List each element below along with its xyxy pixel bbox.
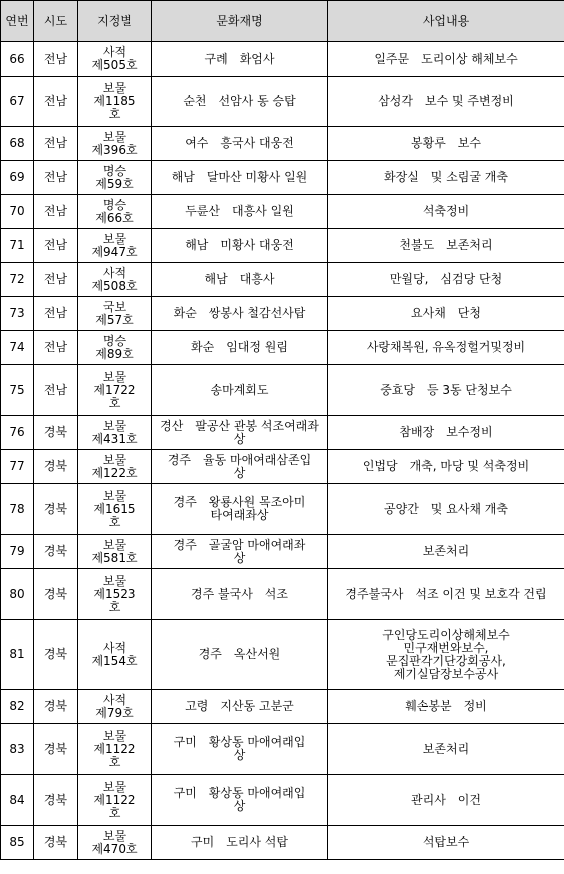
row-sido: 경북 (34, 724, 78, 775)
row-designation: 보물 제396호 (78, 127, 152, 161)
row-number: 83 (1, 724, 34, 775)
table-row (1, 775, 564, 826)
row-project-content: 일주문 도리이상 해체보수 (328, 42, 564, 77)
row-designation: 보물 제470호 (78, 826, 152, 860)
header-designation: 지정별 (78, 1, 152, 42)
row-project-content: 석축정비 (328, 195, 564, 229)
row-sido: 전남 (34, 365, 78, 416)
row-sido: 경북 (34, 569, 78, 620)
row-designation: 사적 제508호 (78, 263, 152, 297)
table-row (1, 620, 564, 690)
row-sido: 전남 (34, 331, 78, 365)
row-heritage-name: 구미 황상동 마애여래입 상 (152, 775, 328, 826)
row-number: 71 (1, 229, 34, 263)
row-heritage-name: 구미 황상동 마애여래입 상 (152, 724, 328, 775)
row-sido: 경북 (34, 416, 78, 450)
header-project-content: 사업내용 (328, 1, 564, 42)
row-heritage-name: 경주 왕룡사원 목조아미 타여래좌상 (152, 484, 328, 535)
table-row (1, 416, 564, 450)
row-designation: 보물 제1122 호 (78, 775, 152, 826)
table-row (1, 297, 564, 331)
row-project-content: 삼성각 보수 및 주변정비 (328, 77, 564, 127)
row-project-content: 보존처리 (328, 724, 564, 775)
table-row (1, 161, 564, 195)
row-sido: 경북 (34, 484, 78, 535)
row-project-content: 관리사 이건 (328, 775, 564, 826)
row-designation: 보물 제1615 호 (78, 484, 152, 535)
row-designation: 보물 제947호 (78, 229, 152, 263)
row-heritage-name: 구미 도리사 석탑 (152, 826, 328, 860)
row-project-content: 구인당도리이상해체보수 민구재번와보수, 문집판각기단강회공사, 제기실담장보수공사 (328, 620, 564, 690)
row-project-content: 공양간 및 요사채 개축 (328, 484, 564, 535)
header-heritage-name: 문화재명 (152, 1, 328, 42)
row-heritage-name: 순천 선암사 동 승탑 (152, 77, 328, 127)
table-row (1, 826, 564, 860)
table-body (1, 42, 564, 860)
row-project-content: 천불도 보존처리 (328, 229, 564, 263)
row-sido: 경북 (34, 620, 78, 690)
row-number: 75 (1, 365, 34, 416)
row-number: 76 (1, 416, 34, 450)
table-row (1, 724, 564, 775)
row-number: 79 (1, 535, 34, 569)
row-number: 78 (1, 484, 34, 535)
row-number: 68 (1, 127, 34, 161)
row-heritage-name: 여수 흥국사 대웅전 (152, 127, 328, 161)
row-number: 66 (1, 42, 34, 77)
row-number: 84 (1, 775, 34, 826)
table-row (1, 690, 564, 724)
row-designation: 보물 제431호 (78, 416, 152, 450)
row-project-content: 화장실 및 소림굴 개축 (328, 161, 564, 195)
row-designation: 보물 제122호 (78, 450, 152, 484)
table-row (1, 569, 564, 620)
row-sido: 경북 (34, 535, 78, 569)
row-sido: 경북 (34, 450, 78, 484)
row-designation: 보물 제1185 호 (78, 77, 152, 127)
row-number: 77 (1, 450, 34, 484)
row-heritage-name: 해남 미황사 대웅전 (152, 229, 328, 263)
row-project-content: 중효당 등 3동 단청보수 (328, 365, 564, 416)
header-no: 연번 (1, 1, 34, 42)
row-heritage-name: 두륜산 대흥사 일원 (152, 195, 328, 229)
row-heritage-name: 경주 골굴암 마애여래좌 상 (152, 535, 328, 569)
row-number: 80 (1, 569, 34, 620)
row-heritage-name: 경주 옥산서원 (152, 620, 328, 690)
row-project-content: 봉황루 보수 (328, 127, 564, 161)
row-heritage-name: 경주 불국사 석조 (152, 569, 328, 620)
row-sido: 경북 (34, 826, 78, 860)
row-number: 69 (1, 161, 34, 195)
row-heritage-name: 해남 대흥사 (152, 263, 328, 297)
table-row (1, 484, 564, 535)
row-project-content: 참배장 보수정비 (328, 416, 564, 450)
row-sido: 전남 (34, 77, 78, 127)
row-number: 82 (1, 690, 34, 724)
row-number: 81 (1, 620, 34, 690)
row-project-content: 요사채 단청 (328, 297, 564, 331)
row-project-content: 인법당 개축, 마당 및 석축정비 (328, 450, 564, 484)
row-sido: 전남 (34, 161, 78, 195)
row-designation: 사적 제505호 (78, 42, 152, 77)
row-heritage-name: 화순 임대정 원림 (152, 331, 328, 365)
row-project-content: 훼손봉분 정비 (328, 690, 564, 724)
table-row (1, 535, 564, 569)
row-sido: 경북 (34, 775, 78, 826)
row-designation: 사적 제154호 (78, 620, 152, 690)
row-heritage-name: 화순 쌍봉사 철감선사탑 (152, 297, 328, 331)
row-designation: 명승 제89호 (78, 331, 152, 365)
row-number: 70 (1, 195, 34, 229)
row-heritage-name: 송마계회도 (152, 365, 328, 416)
row-designation: 보물 제581호 (78, 535, 152, 569)
row-number: 72 (1, 263, 34, 297)
row-number: 74 (1, 331, 34, 365)
row-sido: 전남 (34, 229, 78, 263)
row-heritage-name: 구례 화엄사 (152, 42, 328, 77)
row-project-content: 석탑보수 (328, 826, 564, 860)
table-row (1, 77, 564, 127)
row-sido: 경북 (34, 690, 78, 724)
table-row (1, 229, 564, 263)
table-row (1, 331, 564, 365)
table-header-row (1, 1, 564, 42)
table-row (1, 42, 564, 77)
row-project-content: 보존처리 (328, 535, 564, 569)
row-number: 73 (1, 297, 34, 331)
table-row (1, 365, 564, 416)
row-project-content: 사랑채복원, 유옥정헐거및정비 (328, 331, 564, 365)
row-heritage-name: 해남 달마산 미황사 일원 (152, 161, 328, 195)
row-heritage-name: 경산 팔공산 관봉 석조여래좌 상 (152, 416, 328, 450)
row-designation: 국보 제57호 (78, 297, 152, 331)
row-designation: 사적 제79호 (78, 690, 152, 724)
row-sido: 전남 (34, 127, 78, 161)
row-sido: 전남 (34, 297, 78, 331)
row-designation: 보물 제1122 호 (78, 724, 152, 775)
row-sido: 전남 (34, 195, 78, 229)
row-designation: 보물 제1523 호 (78, 569, 152, 620)
header-sido: 시도 (34, 1, 78, 42)
row-sido: 전남 (34, 42, 78, 77)
row-project-content: 만월당, 심검당 단청 (328, 263, 564, 297)
table-row (1, 195, 564, 229)
row-designation: 명승 제66호 (78, 195, 152, 229)
row-heritage-name: 고령 지산동 고분군 (152, 690, 328, 724)
row-number: 85 (1, 826, 34, 860)
table-row (1, 127, 564, 161)
row-heritage-name: 경주 율동 마애여래삼존입 상 (152, 450, 328, 484)
row-designation: 명승 제59호 (78, 161, 152, 195)
row-sido: 전남 (34, 263, 78, 297)
row-number: 67 (1, 77, 34, 127)
table-row (1, 450, 564, 484)
table-row (1, 263, 564, 297)
row-designation: 보물 제1722 호 (78, 365, 152, 416)
row-project-content: 경주불국사 석조 이건 및 보호각 건립 (328, 569, 564, 620)
